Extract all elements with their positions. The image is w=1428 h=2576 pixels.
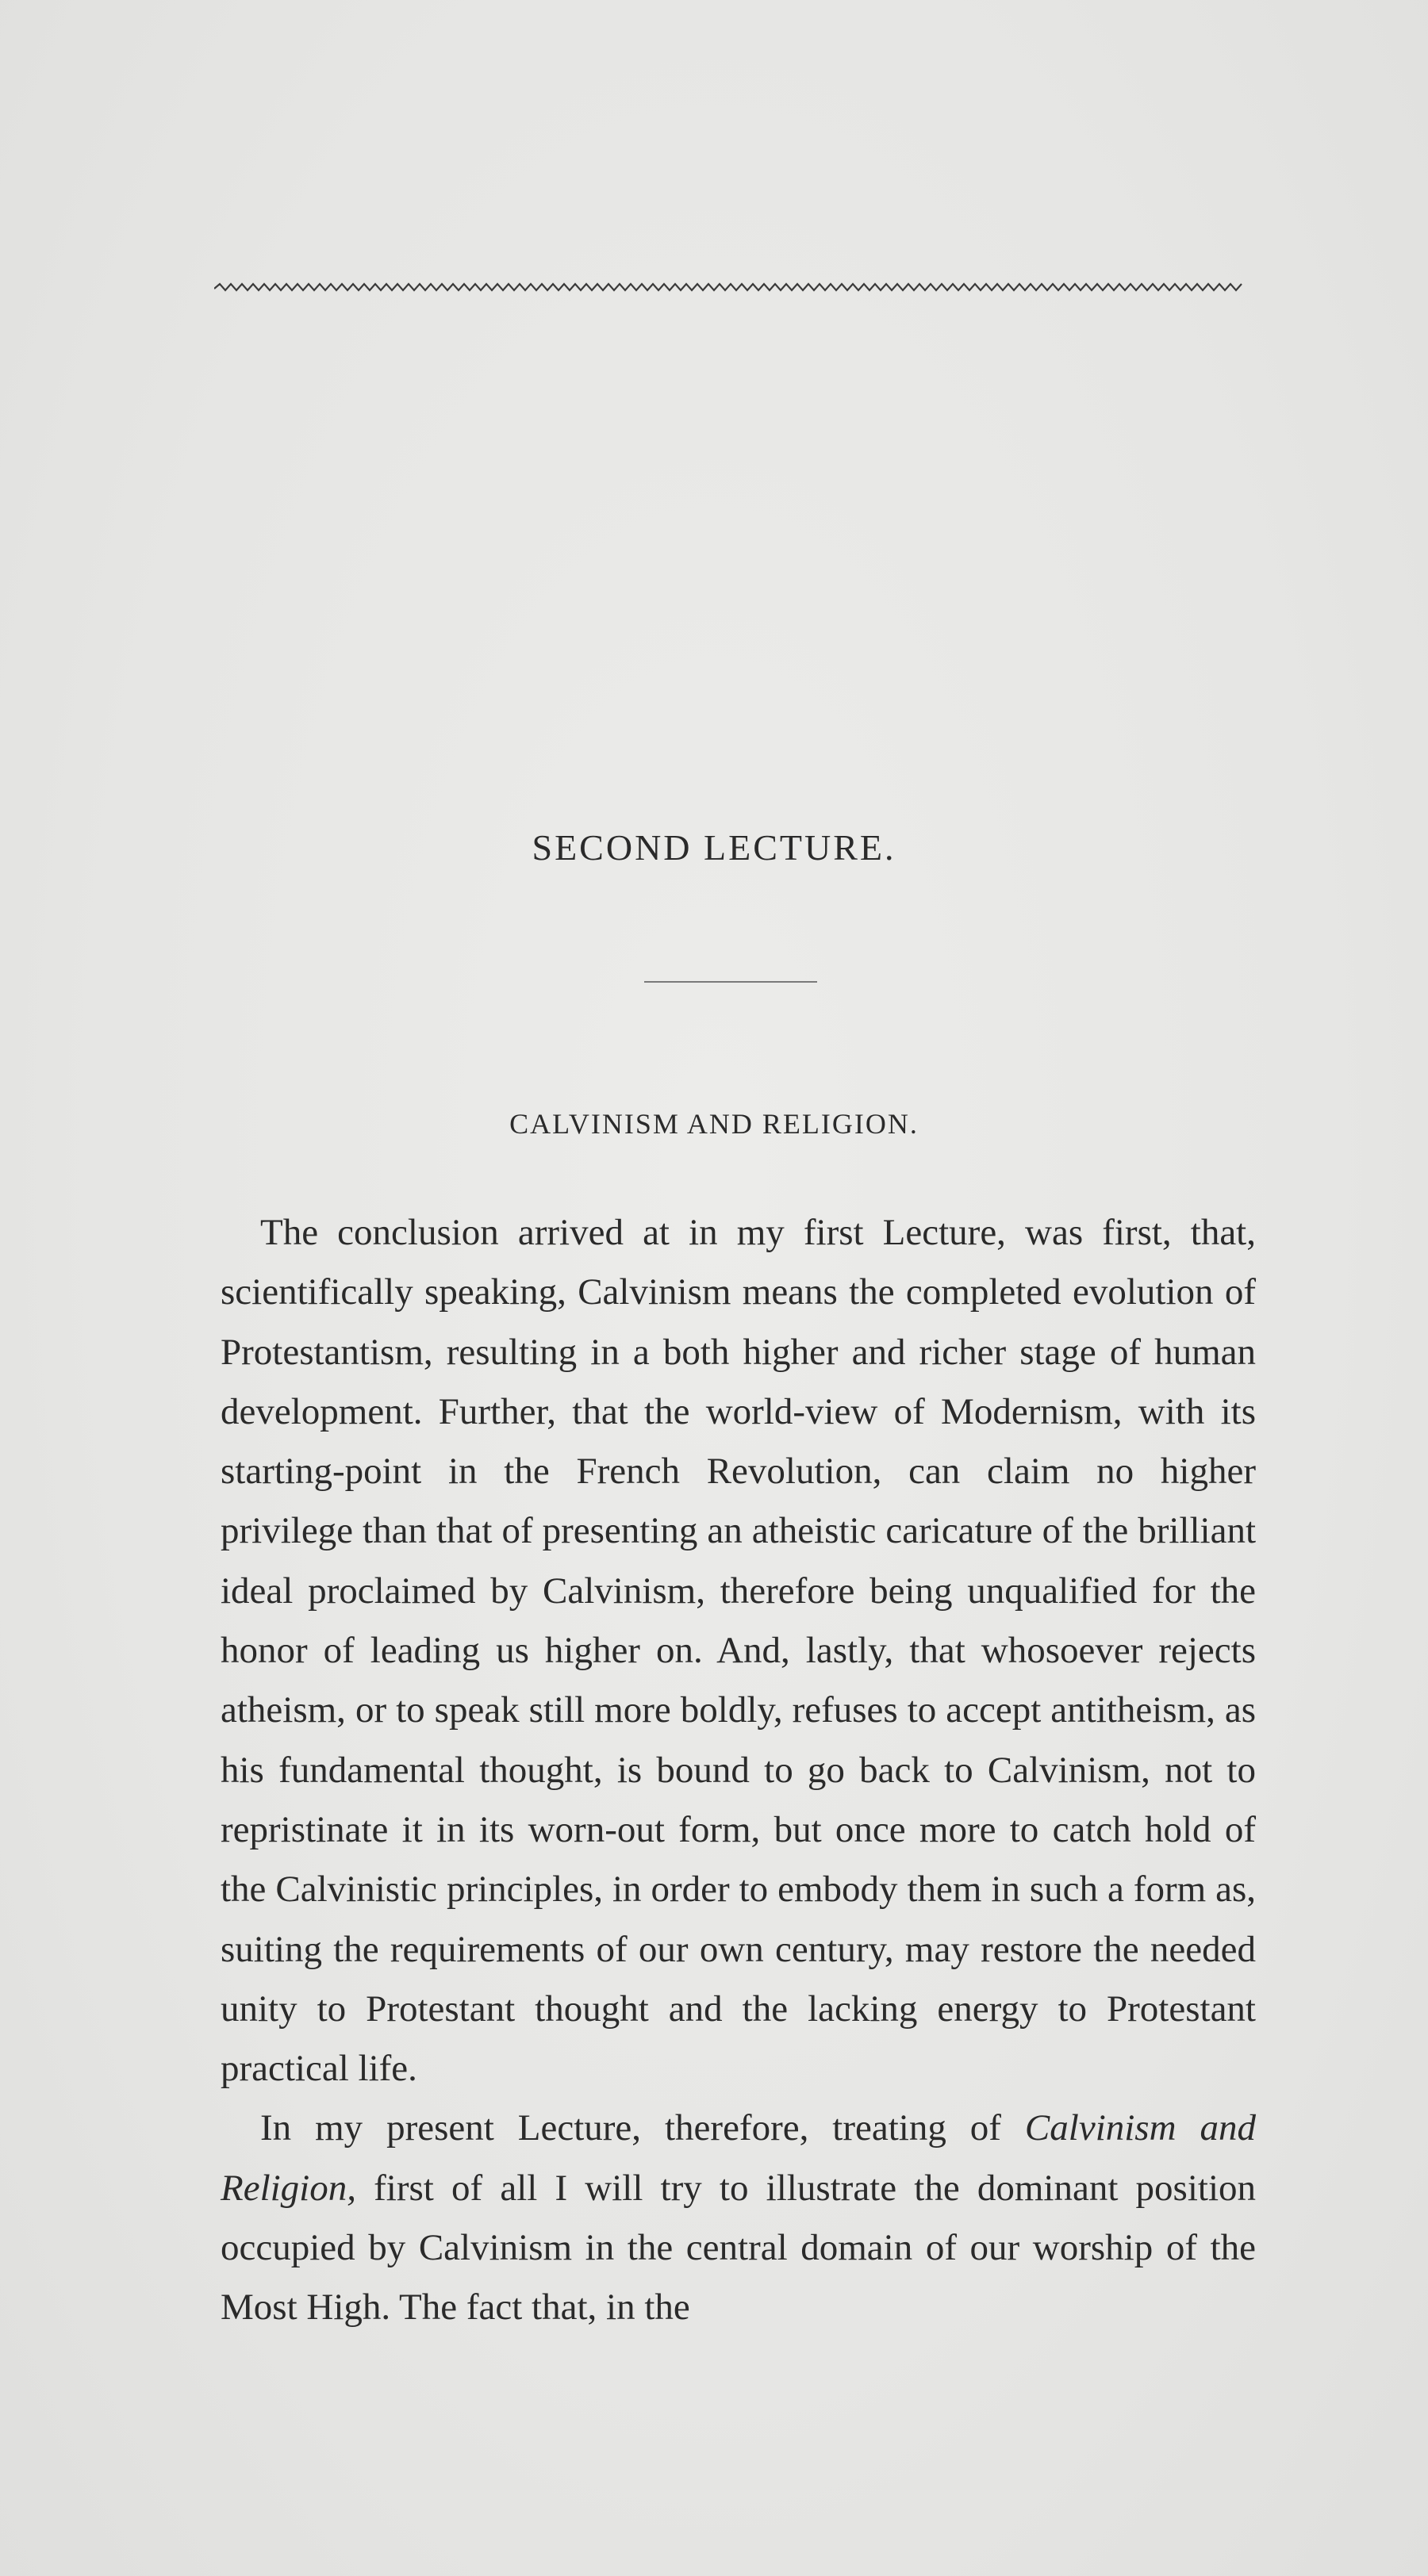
lecture-heading: SECOND LECTURE. [532, 827, 896, 868]
paragraph-2 [221, 2099, 1256, 2337]
paragraph-2-start: In my present Lecture, therefore, treating of [260, 2107, 1025, 2149]
italic-title-reference: Calvinism and Religion, [221, 2107, 1256, 2209]
paragraph-1: The conclusion arrived at in my first Lecture, was first, that, scientifically speaking, Calvinism means the completed evolution of Protestantism, resulting in a both higher and richer stage of human development. Further, that the world-view of Modernism, with its starting-point in the French Revolution, can claim no higher privilege than that of presenting an atheistic caricature of the brilliant ideal proclaimed by Calvinism, therefore being unqualified for the honor of leading us higher on. And, lastly, that whosoever rejects atheism, or to speak still more boldly, refuses to accept antitheism, as his fundamental thought, is bound to go back to Calvinism, not to repristinate it in its worn-out form, but once more to catch hold of the Calvinistic principles, in order to embody them in such a form as, suiting the requirements of our own century, may restore the needed unity to Protestant thought and the lacking energy to Protestant practical life. [221, 1212, 1256, 2090]
heading-divider [644, 981, 817, 983]
section-title: CALVINISM AND RELIGION. [509, 1108, 919, 1140]
wavy-ornamental-rule [214, 279, 1246, 298]
paragraph-2-rest: first of all I will try to illustrate the dominant position occupied by Calvinism in the central domain of our worship of the Most High. The fact that, in the [221, 2167, 1256, 2329]
body-text [221, 1203, 1256, 2338]
